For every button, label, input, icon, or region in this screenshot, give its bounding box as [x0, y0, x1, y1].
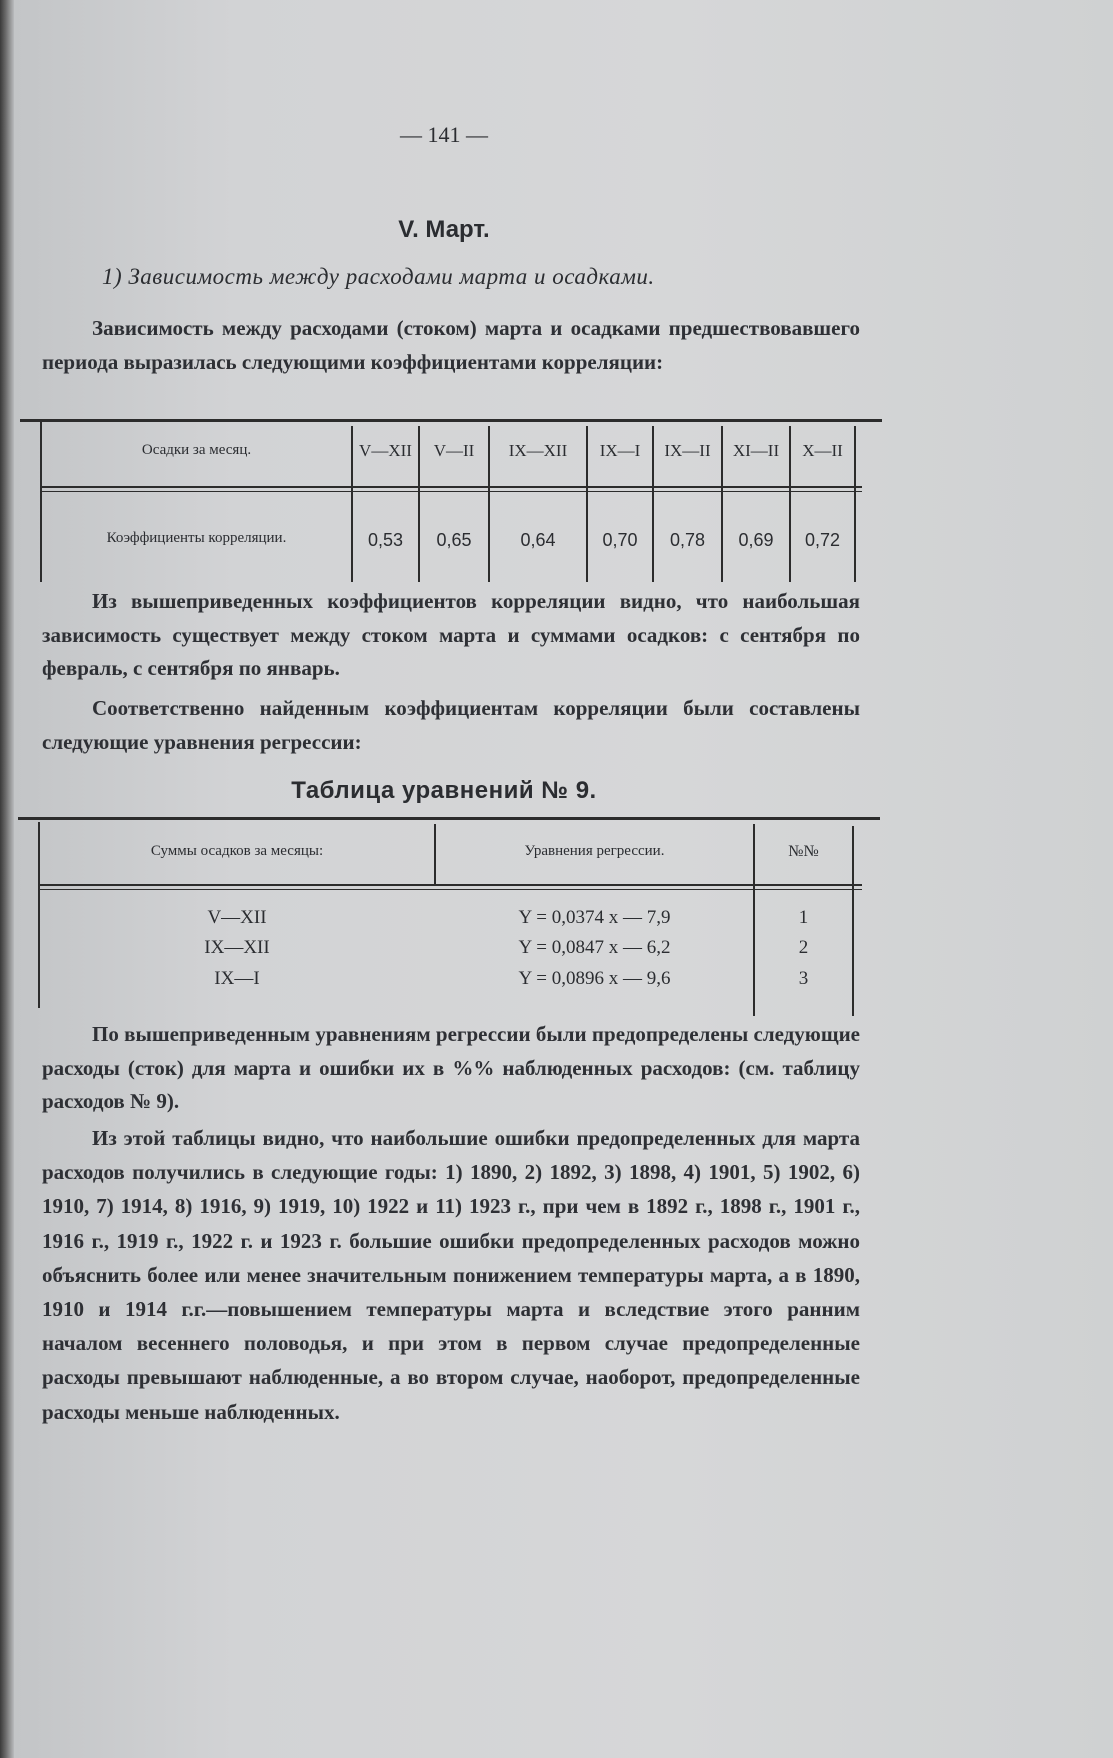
table1-col-header: X—II	[802, 441, 843, 460]
table2-row-months: IX—XII	[204, 937, 270, 958]
table1-header-rule-1	[40, 486, 862, 488]
table2-row-months: V—XII	[207, 907, 267, 928]
paragraph-3: Соответственно найденным коэффициентам корреляции были составлены следующие уравнения регрессии:	[42, 696, 860, 754]
table1-value: 0,69	[738, 530, 774, 550]
table1-row-header-precip: Осадки за месяц.	[141, 442, 252, 458]
table1-value: 0,78	[669, 530, 706, 550]
table2-row-number: 1	[798, 907, 809, 928]
paragraph-4: По вышеприведенным уравнениям регрессии были предопределены следующие расходы (сток) для марта и ошибки их в %% наблюденных расходов: (см. таблицу расходов № 9).	[42, 1022, 860, 1113]
table2-row-months: IX—I	[214, 968, 260, 989]
table1-value: 0,70	[602, 530, 638, 550]
table1-border-right	[854, 426, 856, 582]
section-heading: V. Март.	[398, 216, 490, 243]
table2-row-equation: Y = 0,0374 x — 7,9	[518, 907, 671, 928]
table1-top-rule	[20, 419, 882, 422]
paragraph-2: Из вышеприведенных коэффициентов корреляции видно, что наибольшая зависимость существует между стоком марта и суммами осадков: с сентября по февраль, с сентября по январь.	[42, 589, 860, 680]
table1-value: 0,64	[520, 530, 556, 550]
paragraph-1: Зависимость между расходами (стоком) марта и осадками предшествовавшего периода выразилась следующими коэффициентами корреляции:	[42, 316, 860, 374]
table1-col-header: IX—II	[664, 441, 711, 460]
table1-col-header: IX—I	[599, 441, 641, 460]
table1-value: 0,53	[367, 530, 404, 550]
table2-row-equation: Y = 0,0896 x — 9,6	[518, 968, 671, 989]
table2-row-number: 3	[798, 968, 809, 989]
table2-header-rule-1	[40, 884, 862, 886]
subheading: 1) Зависимость между расходами марта и осадками.	[102, 264, 655, 289]
book-page	[14, 0, 1113, 1758]
table2-row-number: 2	[798, 937, 809, 958]
table2-border-right	[852, 826, 854, 1016]
page-number: — 141 —	[400, 122, 488, 147]
table2-top-rule	[18, 817, 880, 820]
table1-value: 0,65	[436, 530, 472, 550]
table1-col-header: V—II	[433, 441, 475, 460]
table1-header-rule-2	[40, 491, 862, 492]
table1-row-header-coeff: Коэффициенты корреляции.	[106, 530, 287, 546]
table2-header-number: №№	[788, 843, 819, 860]
table2-header-rule-2	[40, 889, 862, 890]
table2-header-months: Суммы осадков за месяцы:	[150, 843, 324, 859]
paragraph-5: Из этой таблицы видно, что наибольшие ошибки предопределенных для марта расходов получились в следующие годы: 1) 1890, 2) 1892, 3) 1898, 4) 1901, 5) 1902, 6) 1910, 7) 1914, 8) 1916, 9) 1919, 10) 1922 и 11) 1923 г., при чем в 1892 г., 1898 г., 1901 г., 1916 г., 1919 г., 1922 г. и 1923 г. большие ошибки предопределенных расходов можно объяснить более или менее значительным понижением температуры марта, а в 1890, 1910 и 1914 г.г.—повышением температуры марта и вследствие этого ранним началом весеннего половодья, и при этом в первом случае предопределенные расходы превышают наблюденные, а во втором случае, наоборот, предопределенные расходы меньше наблюденных.	[42, 1126, 860, 1424]
table1-value: 0,72	[804, 530, 841, 550]
table2-header-equations: Уравнения регрессии.	[524, 843, 665, 859]
book-binding-edge	[0, 0, 14, 1758]
table1-col-header: V—XII	[359, 441, 412, 460]
table1-col-header: XI—II	[732, 441, 780, 460]
table2-title: Таблица уравнений № 9.	[291, 777, 597, 804]
table1-col-header: IX—XII	[508, 441, 568, 460]
table2-row-equation: Y = 0,0847 x — 6,2	[518, 937, 671, 958]
